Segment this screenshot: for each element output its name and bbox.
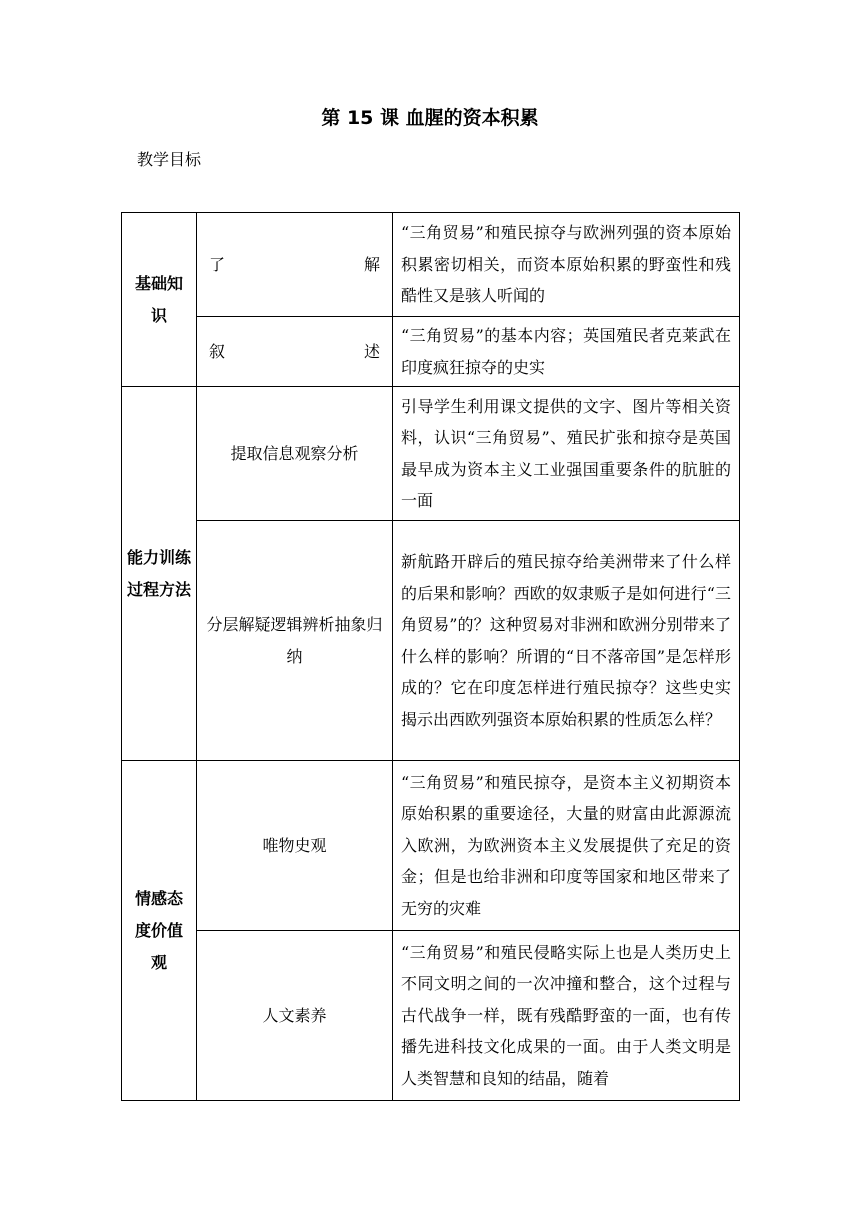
category-cell [122, 213, 197, 387]
category-label: 情感态度价值 观 [134, 888, 183, 972]
subcategory-label-left: 了 [209, 254, 226, 274]
description-cell: 引导学生利用课文提供的文字、图片等相关资料，认识“三角贸易”、殖民扩张和掠夺是英国最早成为资本主义工业强国重要条件的肮脏的一面 [393, 387, 740, 521]
section-label: 教学目标 [137, 150, 202, 169]
table-row [122, 521, 740, 761]
subcategory-label-left: 叙 [209, 341, 226, 361]
subcategory-cell [197, 317, 393, 387]
subcategory-cell: 唯物史观 [197, 761, 393, 931]
subcategory-cell: 提取信息观察分析 [197, 387, 393, 521]
table-row [122, 387, 740, 521]
table-row [122, 931, 740, 1101]
page-title: 第 15 课 血腥的资本积累 [321, 107, 539, 129]
description-cell: “三角贸易”和殖民掠夺与欧洲列强的资本原始积累密切相关，而资本原始积累的野蛮性和残酷性又是骇人听闻的 [393, 213, 740, 317]
subcategory-cell [197, 213, 393, 317]
category-cell [122, 387, 197, 761]
subcategory-label-right: 解 [363, 254, 380, 274]
subcategory-cell: 人文素养 [197, 931, 393, 1101]
table-row [122, 213, 740, 317]
description-cell: “三角贸易”和殖民侵略实际上也是人类历史上不同文明之间的一次冲撞和整合，这个过程与古代战争一样，既有残酷野蛮的一面，也有传播先进科技文化成果的一面。由于人类文明是人类智慧和良知的结晶，随着 [393, 931, 740, 1101]
description-cell: “三角贸易”和殖民掠夺，是资本主义初期资本原始积累的重要途径，大量的财富由此源源流入欧洲，为欧洲资本主义发展提供了充足的资金；但是也给非洲和印度等国家和地区带来了无穷的灾难 [393, 761, 740, 931]
teaching-goals-table [121, 212, 740, 1101]
category-label: 基础知识 [134, 273, 183, 325]
category-label: 能力训练过程方法 [126, 547, 191, 599]
description-cell: “三角贸易”的基本内容；英国殖民者克莱武在印度疯狂掠夺的史实 [393, 317, 740, 387]
subcategory-label-right: 述 [363, 341, 380, 361]
category-cell [122, 761, 197, 1101]
description-cell: 新航路开辟后的殖民掠夺给美洲带来了什么样的后果和影响？西欧的奴隶贩子是如何进行“三角贸易”的？这种贸易对非洲和欧洲分别带来了什么样的影响？所谓的“日不落帝国”是怎样形成的？它在印度怎样进行殖民掠夺？这些史实揭示出西欧列强资本原始积累的性质怎么样？ [393, 521, 740, 761]
subcategory-cell: 分层解疑逻辑辨析抽象归纳 [197, 521, 393, 761]
table-row [122, 761, 740, 931]
table-row [122, 317, 740, 387]
